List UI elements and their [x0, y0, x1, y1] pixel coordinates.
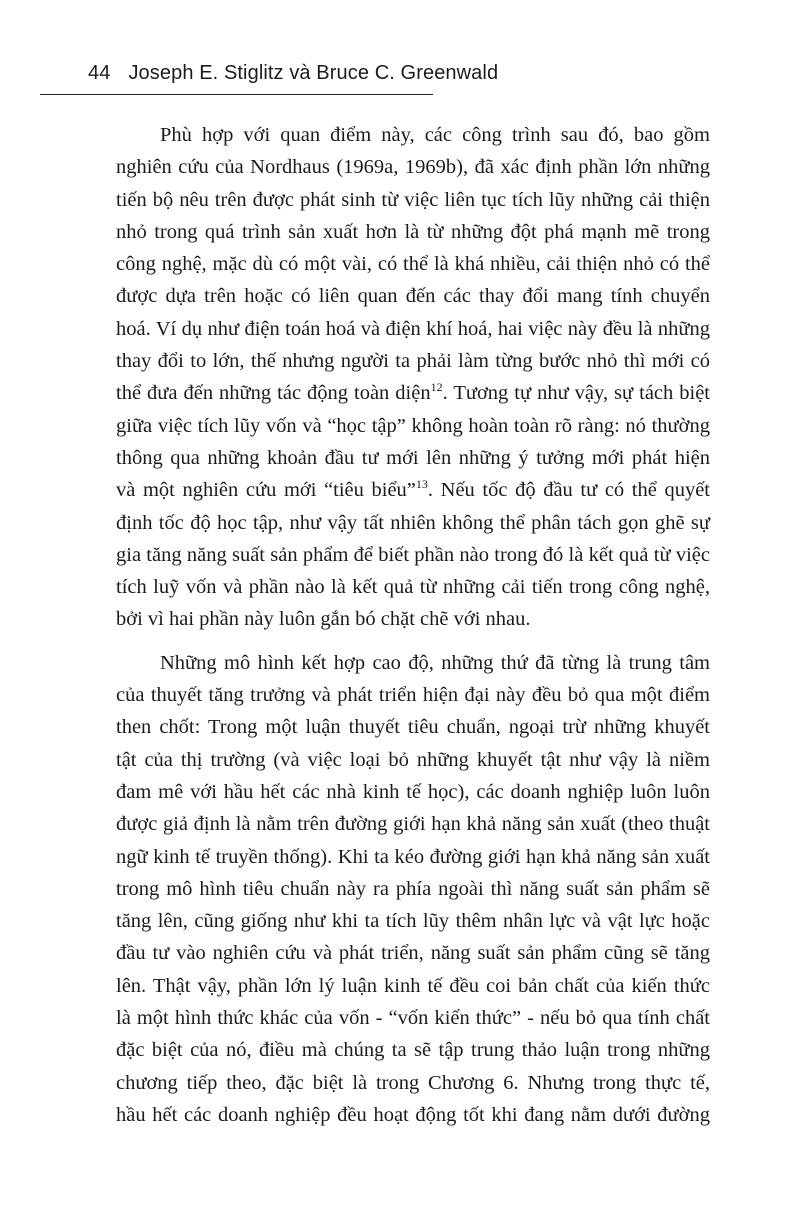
text-line: đặc biệt của nó, điều mà chúng ta sẽ tập trung thảo luận trong những: [116, 1039, 710, 1062]
paragraph-2: [116, 647, 710, 1131]
running-header: [88, 62, 498, 85]
text-line: chương tiếp theo, đặc biệt là trong Chương 6. Nhưng trong thực tế,: [116, 1071, 710, 1094]
text-line: nghiên cứu của Nordhaus (1969a, 1969b), đã xác định phần lớn những: [116, 156, 710, 179]
text-line: [116, 377, 710, 409]
text-line: hoá. Ví dụ như điện toán hoá và điện khí hoá, hai việc này đều là những: [116, 317, 710, 340]
text-line: trong mô hình tiêu chuẩn này ra phía ngoài thì năng suất sản phẩm sẽ: [116, 877, 710, 900]
text-line: tiến bộ nêu trên được phát sinh từ việc liên tục tích lũy những cải thiện: [116, 188, 710, 211]
text-line: thông qua những khoản đầu tư mới lên những ý tưởng mới phát hiện: [116, 446, 710, 469]
body-text: [116, 119, 710, 1131]
text-line: tật của thị trường (và việc loại bỏ những khuyết tật như vậy là niềm: [116, 748, 710, 771]
text-line: là một hình thức khác của vốn - “vốn kiến thức” - nếu bỏ qua tính chất: [116, 1007, 710, 1030]
text-line: được dựa trên hoặc có liên quan đến các thay đổi mang tính chuyển: [116, 285, 710, 308]
text-line: định tốc độ học tập, như vậy tất nhiên không thể phân tách gọn ghẽ sự: [116, 511, 710, 534]
footnote-ref-12: 12: [430, 380, 443, 395]
text-line: tích luỹ vốn và phần nào là kết quả từ những cải tiến trong công nghệ,: [116, 576, 710, 599]
header-rule: [40, 94, 433, 95]
text-line: giữa việc tích lũy vốn và “học tập” không hoàn toàn rõ ràng: nó thường: [116, 414, 710, 437]
text-line: công nghệ, mặc dù có một vài, có thể là khá nhiều, cải thiện nhỏ có thể: [116, 253, 710, 276]
text-line: nhỏ trong quá trình sản xuất hơn là từ những đột phá mạnh mẽ trong: [116, 220, 710, 243]
line-text: và một nghiên cứu mới “tiêu biểu”: [116, 479, 416, 502]
text-line: của thuyết tăng trưởng và phát triển hiện đại này đều bỏ qua một điểm: [116, 684, 710, 707]
text-line: bởi vì hai phần này luôn gắn bó chặt chẽ với nhau.: [116, 608, 531, 631]
text-line: ngữ kinh tế truyền thống). Khi ta kéo đường giới hạn khả năng sản xuất: [116, 845, 710, 868]
line-text: . Nếu tốc độ đầu tư có thể quyết: [427, 479, 710, 502]
text-line: Phù hợp với quan điểm này, các công trình sau đó, bao gồm: [160, 124, 710, 146]
text-line: then chốt: Trong một luận thuyết tiêu chuẩn, ngoại trừ những khuyết: [116, 716, 710, 739]
text-line: Những mô hình kết hợp cao độ, những thứ đã từng là trung tâm: [160, 651, 710, 674]
text-line: gia tăng năng suất sản phẩm để biết phần nào trong đó là kết quả từ việc: [116, 543, 710, 566]
line-text: thể đưa đến những tác động toàn diện: [116, 382, 431, 405]
line-text: . Tương tự như vậy, sự tách biệt: [442, 382, 710, 405]
text-line: đam mê với hầu hết các nhà kinh tế học), các doanh nghiệp luôn luôn: [116, 780, 710, 803]
text-line: lên. Thật vậy, phần lớn lý luận kinh tế đều coi bản chất của kiến thức: [116, 974, 710, 997]
text-line: [116, 474, 710, 506]
text-line: đầu tư vào nghiên cứu và phát triển, năng suất sản phẩm cũng sẽ tăng: [116, 942, 710, 965]
text-line: được giả định là nằm trên đường giới hạn khả năng sản xuất (theo thuật: [116, 813, 710, 836]
text-line: tăng lên, cũng giống như khi ta tích lũy thêm nhân lực và vật lực hoặc: [116, 910, 710, 933]
text-line: hầu hết các doanh nghiệp đều hoạt động tốt khi đang nằm dưới đường: [116, 1103, 710, 1126]
paragraph-1: [116, 119, 710, 636]
running-header-authors: Joseph E. Stiglitz và Bruce C. Greenwald: [128, 62, 499, 84]
footnote-ref-13: 13: [415, 477, 428, 492]
page-number: 44: [88, 62, 111, 84]
text-line: thay đổi to lớn, thế nhưng người ta phải làm từng bước nhỏ thì mới có: [116, 350, 710, 373]
